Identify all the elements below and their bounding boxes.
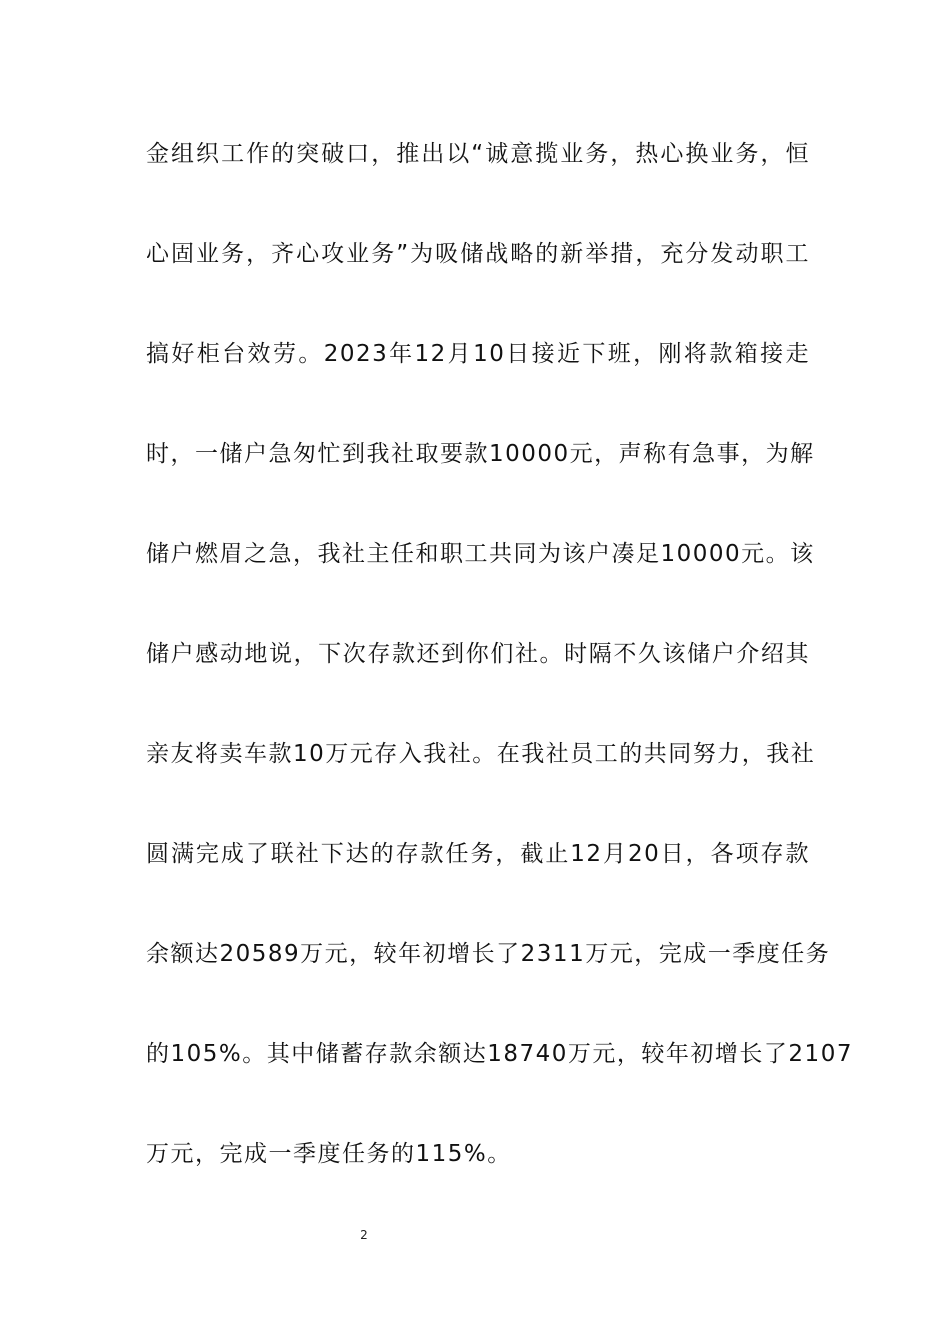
text-line-11: 万元，完成一季度任务的115%。: [146, 1141, 512, 1167]
text-line-10: 的105%。其中储蓄存款余额达18740万元，较年初增长了2107: [146, 1041, 853, 1067]
text-line-2: 心固业务，齐心攻业务”为吸储战略的新举措，充分发动职工: [146, 241, 810, 267]
body-paragraph: [146, 132, 853, 1232]
text-line-9: 余额达20589万元，较年初增长了2311万元，完成一季度任务: [146, 941, 831, 967]
text-line-7: 亲友将卖车款10万元存入我社。在我社员工的共同努力，我社: [146, 741, 816, 767]
text-line-6: 储户感动地说，下次存款还到你们社。时隔不久该储户介绍其: [146, 641, 810, 667]
text-line-3: 搞好柜台效劳。2023年12月10日接近下班，刚将款箱接走: [146, 341, 810, 367]
text-line-5: 储户燃眉之急，我社主任和职工共同为该户凑足10000元。该: [146, 541, 815, 567]
page-number: 2: [360, 1228, 368, 1242]
text-line-4: 时，一储户急匆忙到我社取要款10000元，声称有急事，为解: [146, 441, 815, 467]
text-line-8: 圆满完成了联社下达的存款任务，截止12月20日，各项存款: [146, 841, 810, 867]
text-line-1: 金组织工作的突破口，推出以“诚意揽业务，热心换业务，恒: [146, 141, 810, 167]
